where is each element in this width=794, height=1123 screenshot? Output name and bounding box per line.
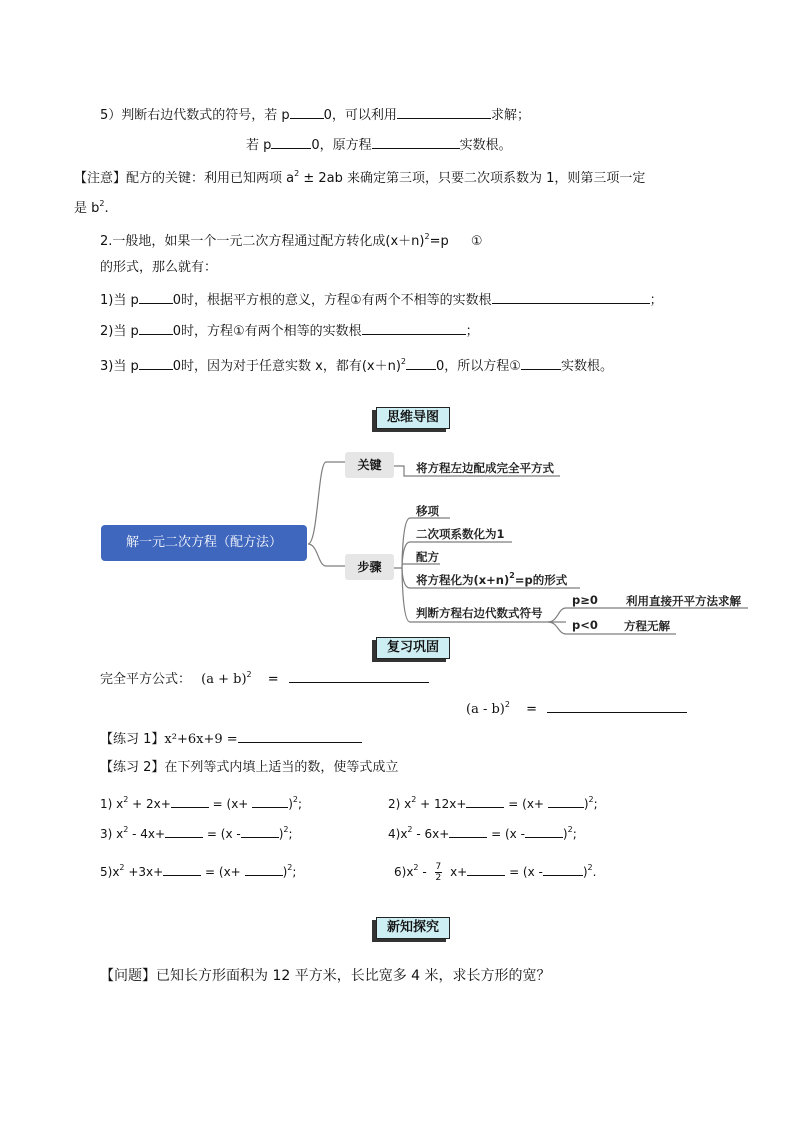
exercise-2-item-3: 3) $x^2 - 4x+ = (x - )^2$; (100, 825, 293, 841)
mindmap-case2-text: 方程无解 (624, 619, 670, 633)
mindmap-step4: 将方程化为$(x+n)^2=p$的形式 (416, 571, 568, 587)
formula-line-2: (a - b)$^2$ = (466, 695, 687, 720)
mindmap-case2: p<0 (572, 618, 598, 632)
blank[interactable] (171, 793, 209, 808)
mindmap-step5: 判断方程右边代数式符号 (416, 606, 543, 620)
mindmap-step3: 配方 (416, 550, 439, 564)
blank[interactable] (252, 793, 288, 808)
para2-line: 2.一般地，如果一个一元二次方程通过配方转化成$(x+n)^2=p$ ① (100, 232, 483, 249)
blank[interactable] (163, 861, 201, 876)
exercise-2: 【练习 2】在下列等式内填上适当的数，使等式成立 (100, 760, 399, 775)
step5-text: 5）判断右边代数式的符号，若 p (100, 108, 290, 123)
blank[interactable] (543, 861, 583, 876)
exercise-2-item-4: $4)x^2 - 6x+ = (x - )^2$; (388, 825, 577, 841)
note-line: 【注意】配方的关键：利用已知两项 $a^2 \pm 2ab$ 来确定第三项，只要二次项系数为 1，则第三项一定 (74, 169, 646, 186)
exercise-2-item-1: 1) $x^2 + 2x+ = (x+ )^2$; (100, 795, 303, 811)
case3-line: 3)当 p 0时，因为对于任意实数 x，都有$(x+n)^2$ 0，所以方程① 实数根。 (100, 357, 613, 374)
blank[interactable] (238, 728, 362, 743)
blank[interactable] (525, 823, 563, 838)
blank[interactable] (449, 823, 487, 838)
blank[interactable] (289, 668, 429, 683)
case1-line: 1)当 p 0时，根据平方根的意义，方程①有两个不相等的实数根 ； (100, 289, 663, 311)
blank[interactable] (548, 793, 584, 808)
step5-line2: 若 p 0，原方程 实数根。 (246, 134, 512, 156)
fraction-seven-halves: $\frac{7}{2}$ (435, 862, 442, 883)
mindmap-root: 解一元二次方程（配方法） (101, 525, 307, 561)
blank[interactable] (245, 861, 283, 876)
blank[interactable] (547, 698, 687, 713)
section-header-mind-map: 思维导图 (376, 407, 450, 429)
mindmap-case1: p≥0 (572, 593, 598, 607)
section-header-explore: 新知探究 (376, 917, 450, 939)
mindmap-step1: 移项 (416, 504, 439, 518)
connector-steps (308, 544, 345, 566)
mindmap-case1-text: 利用直接开平方法求解 (626, 594, 741, 608)
blank[interactable] (165, 823, 203, 838)
exercise-2-item-5: $5)x^2 +3x+ = (x+ )^2$; (100, 863, 297, 879)
formula-line-1: 完全平方公式： $(a + b)^2$ = (100, 665, 429, 690)
circled-one: ① (470, 234, 483, 249)
problem-line: 【问题】已知长方形面积为 12 平方米，长比宽多 4 米，求长方形的宽？ (100, 968, 551, 984)
exercise-2-item-6: $6)x^2$ - $\frac{7}{2}$ x+ = (x - )$^2$. (394, 862, 597, 883)
mindmap-step2: 二次项系数化为1 (416, 527, 505, 541)
blank[interactable] (466, 793, 504, 808)
mindmap-key-text: 将方程左边配成完全平方式 (416, 461, 554, 475)
mindmap-node-steps: 步骤 (345, 554, 394, 580)
formula-label: 完全平方公式： (100, 672, 192, 687)
step5-line: 5）判断右边代数式的符号，若 p 0，可以利用 求解； (100, 104, 530, 126)
mindmap-node-key: 关键 (345, 452, 394, 478)
exercise-1: 【练习 1】x²+6x+9 = (100, 728, 362, 750)
note-line2: 是 $b^2$. (74, 199, 109, 216)
exercise-2-item-2: 2) $x^2 + 12x+ = (x+ )^2$; (388, 795, 598, 811)
blank[interactable] (467, 861, 505, 876)
blank[interactable] (241, 823, 279, 838)
case2-line: 2)当 p 0时，方程①有两个相等的实数根 ； (100, 320, 479, 342)
section-header-review: 复习巩固 (376, 637, 450, 659)
connector-key (308, 462, 345, 544)
para2-line2: 的形式，那么就有： (100, 260, 218, 275)
